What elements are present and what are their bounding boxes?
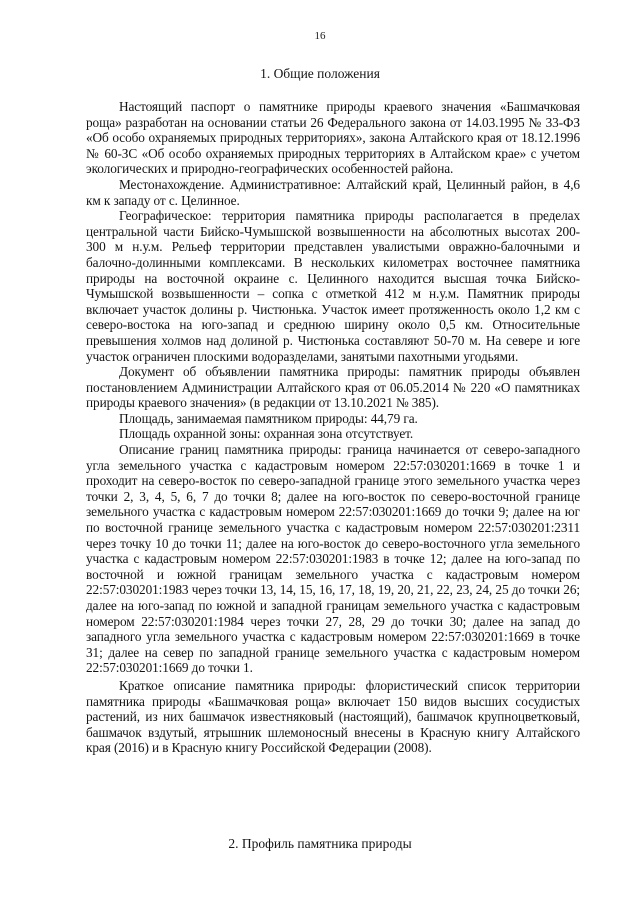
paragraph-area: Площадь, занимаемая памятником природы: 44,79 га. [119,410,418,426]
page-number: 16 [314,30,326,42]
paragraph-declaration-document: Документ об объявлении памятника природы: памятник природы объявлен постановлением Администрации Алтайского края от 06.05.2014 № 220 «О памятниках природы краевого значения» (в редакции от 13.10.2021 № 385). [86,364,580,411]
paragraph-passport-basis: Настоящий паспорт о памятнике природы краевого значения «Башмачковая роща» разработан на основании статьи 26 Федерального закона от 14.03.1995 № 33-ФЗ «Об особо охраняемых природных территориях», закона Алтайского края от 18.12.1996 № 60-ЗС «Об особо охраняемых природных территориях в Алтайском крае» с учетом экологических и природно-географических особенностей района. [86,99,580,177]
body-text [86,99,580,756]
section-heading-profile: 2. Профиль памятника природы [228,836,412,851]
paragraph-brief-description: Краткое описание памятника природы: флористический список территории памятника природы «Башмачковая роща» включает 150 видов высших сосудистых растений, из них башмачок известняковый (настоящий), башмачок крупноцветковый, башмачок вздутый, ятрышник шлемоносный внесены в Красную книгу Алтайского края (2016) и в Красную книгу Российской Федерации (2008). [86,677,580,756]
paragraph-location-administrative: Местонахождение. Административное: Алтайский край, Целинный район, в 4,6 км к западу от с. Целинное. [86,176,580,208]
paragraph-buffer-zone: Площадь охранной зоны: охранная зона отсутствует. [119,426,414,442]
paragraph-boundary-description: Описание границ памятника природы: граница начинается от северо-западного угла земельного участка с кадастровым номером 22:57:030201:1669 в точке 1 и проходит на северо-восток по северо-западной границе этого земельного участка через точки 2, 3, 4, 5, 6, 7 до точки 8; далее на юго-восток по северо-восточной границе земельного участка с кадастровым номером 22:57:030201:1669 до точки 9; далее на юг по восточной границе земельного участка с кадастровым номером 22:57:030201:2311 через точку 10 до точки 11; далее на юго-восток до северо-восточного угла земельного участка с кадастровым номером 22:57:030201:1983 в точке 12; далее на юго-запад по восточной и южной границам земельного участка с кадастровым номером 22:57:030201:1983 через точки 13, 14, 15, 16, 17, 18, 19, 20, 21, 22, 23, 24, 25 до точки 26; далее на юго-запад по южной и западной границам земельного участка с кадастровым номером 22:57:030201:1984 через точки 27, 28, 29 до точки 30; далее на запад до западного угла земельного участка с кадастровым номером 22:57:030201:1669 в точке 31; далее на север по западной границе земельного участка с кадастровым номером 22:57:030201:1669 до точки 1. [86,442,580,676]
paragraph-location-geographic: Географическое: территория памятника природы располагается в пределах центральной части Бийско-Чумышской возвышенности на абсолютных высотах 200-300 м н.у.м. Рельеф территории представлен увалистыми овражно-балочными и балочно-долинными комплексами. В нескольких километрах восточнее памятника природы на восточной окраине с. Целинного находится высшая точка Бийско-Чумышской возвышенности – сопка с отметкой 412 м н.у.м. Памятник природы включает участок долины р. Чистюнька. Участок имеет протяженность около 1,2 км с северо-востока на юго-запад и среднюю ширину около 0,5 км. Относительные превышения холмов над долиной р. Чистюнька составляют 50-70 м. На севере и юге участок ограничен плоскими водоразделами, занятыми пахотными угодьями. [86,208,580,364]
section-heading-general: 1. Общие положения [260,66,380,81]
